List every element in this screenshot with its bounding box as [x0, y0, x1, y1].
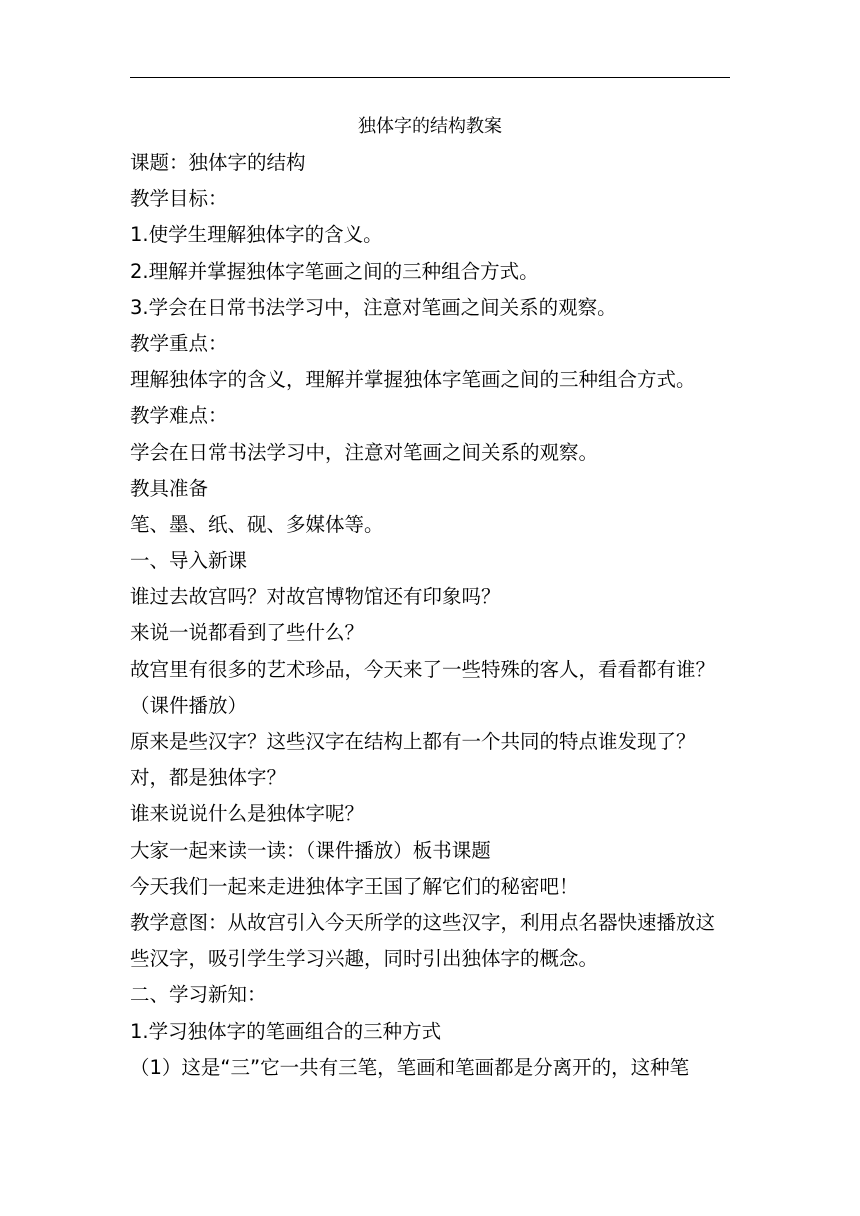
paragraph-line: 故宫里有很多的艺术珍品，今天来了一些特殊的客人，看看都有谁？ [130, 657, 716, 681]
paragraph-line: 来说一说都看到了些什么？ [130, 621, 365, 645]
paragraph-line: （课件播放） [130, 693, 248, 717]
paragraph-line: 2.理解并掌握独体字笔画之间的三种组合方式。 [130, 259, 539, 283]
paragraph-line: 1.使学生理解独体字的含义。 [130, 223, 383, 247]
paragraph-line: 原来是些汉字？这些汉字在结构上都有一个共同的特点谁发现了？ [130, 730, 696, 753]
document-body [130, 145, 735, 1086]
paragraph-line: 谁来说说什么是独体字呢？ [130, 802, 365, 826]
paragraph-line: 教学难点： [130, 404, 228, 428]
paragraph-line: 一、导入新课 [130, 549, 248, 573]
paragraph-line: 学会在日常书法学习中，注意对笔画之间关系的观察。 [130, 440, 599, 464]
paragraph-line: 1.学习独体字的笔画组合的三种方式 [130, 1019, 442, 1043]
header-rule [130, 77, 730, 78]
paragraph-line: 课题：独体字的结构 [130, 151, 306, 174]
document-title: 独体字的结构教案 [358, 116, 502, 137]
paragraph-line: 今天我们一起来走进独体字王国了解它们的秘密吧！ [130, 874, 579, 898]
paragraph-line: 教学重点： [130, 331, 228, 355]
paragraph-line: 谁过去故宫吗？对故宫博物馆还有印象吗？ [130, 585, 501, 609]
paragraph-line: 理解独体字的含义，理解并掌握独体字笔画之间的三种组合方式。 [130, 368, 696, 392]
paragraph-line: 大家一起来读一读：（课件播放）板书课题 [130, 838, 491, 862]
paragraph-line: 教学意图：从故宫引入今天所学的这些汉字，利用点名器快速播放这 [130, 910, 716, 934]
paragraph-line: 二、学习新知： [130, 983, 267, 1007]
paragraph-line: （1）这是“三”它一共有三笔，笔画和笔画都是分离开的，这种笔 [130, 1055, 690, 1079]
paragraph-line: 些汉字，吸引学生学习兴趣，同时引出独体字的概念。 [130, 947, 599, 971]
paragraph-line: 教学目标： [130, 187, 228, 211]
paragraph-line: 3.学会在日常书法学习中，注意对笔画之间关系的观察。 [130, 295, 617, 319]
paragraph-line: 笔、墨、纸、砚、多媒体等。 [130, 512, 384, 536]
paragraph-line: 对，都是独体字？ [130, 766, 287, 790]
paragraph-line: 教具准备 [130, 476, 209, 500]
